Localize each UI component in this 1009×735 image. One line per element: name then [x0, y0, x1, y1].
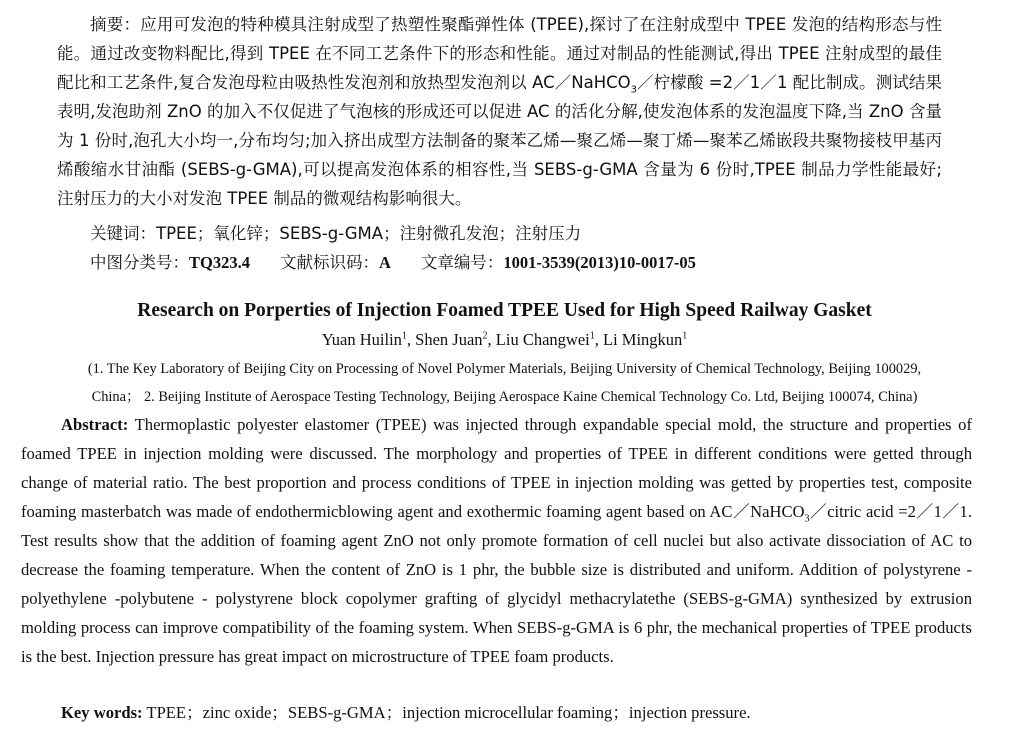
english-abstract-text-2: ／citric acid =2／1／1. Test results show that the addition of foaming agent ZnO not only promote formation of cell nuclei but also activate dissociation of AC to decrease the foaming temperature. When the content of ZnO is 1 phr, the bubble size is distributed and uniform. Addition of polystyrene - polyethylene -polybutene - polystyrene block copolymer grafting of glycidyl methacrylatethe (SEBS-g-GMA) synthesized by extrusion molding process can improve compatibility of the foaming system. When SEBS-g-GMA is 6 phr, the mechanical properties of TPEE products is the best. Injection pressure has great impact on microstructure of TPEE foam products.	[21, 502, 972, 666]
class-number-value: TQ323.4	[189, 253, 250, 272]
chinese-keywords	[90, 219, 581, 248]
affiliation-line: (1. The Key Laboratory of Beijing City on Processing of Novel Polymer Materials, Beijing University of Chemical Technology, Beijing 100029,	[87, 361, 922, 377]
chinese-classification	[90, 248, 696, 277]
author-affiliation-mark: 1	[682, 330, 688, 342]
english-keywords	[61, 698, 751, 727]
english-abstract-label: Abstract:	[61, 415, 129, 434]
english-title: Research on Porperties of Injection Foamed TPEE Used for High Speed Railway Gasket	[137, 300, 872, 321]
author-affiliation-mark: 2	[482, 330, 488, 342]
doc-code-value: A	[378, 253, 391, 272]
article-number-value: 1001-3539(2013)10-0017-05	[503, 253, 696, 272]
author-affiliation-mark: 1	[401, 330, 407, 342]
english-abstract-subscript: 3	[804, 513, 810, 525]
english-keywords-label: Key words:	[61, 703, 143, 722]
english-keywords-text: TPEE；zinc oxide；SEBS-g-GMA；injection microcellular foaming；injection pressure.	[142, 703, 751, 722]
english-authors: Yuan Huilin$^1$, Shen Juan$^2$, Liu Changwei$^1$, Li Mingkun$^1$	[321, 330, 688, 349]
chinese-abstract-label: 摘要：	[90, 15, 141, 34]
affiliation-line: China； 2. Beijing Institute of Aerospace Testing Technology, Beijing Aerospace Kaine Chemical Technology Co. Ltd, Beijing 100074, China)	[91, 389, 918, 405]
english-affiliations	[0, 355, 1009, 411]
chinese-abstract-text-2: ／柠檬酸 =2／1／1 配比制成。测试结果表明,发泡助剂 ZnO 的加入不仅促进了气泡核的形成还可以促进 AC 的活化分解,使发泡体系的发泡温度下降,当 ZnO 含量为 1 份时,泡孔大小均一,分布均匀;加入挤出成型方法制备的聚苯乙烯—聚乙烯—聚丁烯—聚苯乙烯嵌段共聚物接枝甲基丙烯酸缩水甘油酯 (SEBS-g-GMA),可以提高发泡体系的相容性,当 SEBS-g-GMA 含量为 6 份时,TPEE 制品力学性能最好;注射压力的大小对发泡 TPEE 制品的微观结构影响很大。	[57, 73, 942, 208]
author-name: Shen Juan	[415, 330, 483, 349]
english-abstract	[21, 410, 972, 671]
author-affiliation-mark: 1	[589, 330, 595, 342]
author-name: Yuan Huilin	[321, 330, 402, 349]
doc-code-label: 文献标识码：	[279, 253, 379, 272]
article-number-label: 文章编号：	[420, 253, 504, 272]
english-abstract-text-1: Thermoplastic polyester elastomer (TPEE) was injected through expandable special mold, the structure and properties of foamed TPEE in injection molding were discussed. The morphology and properties of TPEE in different conditions were getted through change of material ratio. The best proportion and process conditions of TPEE in injection molding was getted by properties test, composite foaming masterbatch was made of endothermicblowing agent and exothermic foaming agent based on AC／NaHCO	[21, 415, 972, 521]
author-name: Liu Changwei	[495, 330, 590, 349]
chinese-abstract-text-1: 应用可发泡的特种模具注射成型了热塑性聚酯弹性体 (TPEE),探讨了在注射成型中 TPEE 发泡的结构形态与性能。通过改变物料配比,得到 TPEE 在不同工艺条件下的形态和性能。通过对制品的性能测试,得出 TPEE 注射成型的最佳配比和工艺条件,复合发泡母粒由吸热性发泡剂和放热型发泡剂以 AC／NaHCO	[57, 15, 942, 92]
class-number-label: 中图分类号：	[90, 253, 189, 272]
chinese-keywords-label: 关键词：	[90, 224, 156, 243]
chinese-keywords-text: TPEE；氧化锌；SEBS-g-GMA；注射微孔发泡；注射压力	[156, 224, 582, 243]
chinese-abstract-subscript: 3	[630, 84, 638, 96]
chinese-abstract	[57, 10, 942, 213]
author-name: Li Mingkun	[603, 330, 683, 349]
